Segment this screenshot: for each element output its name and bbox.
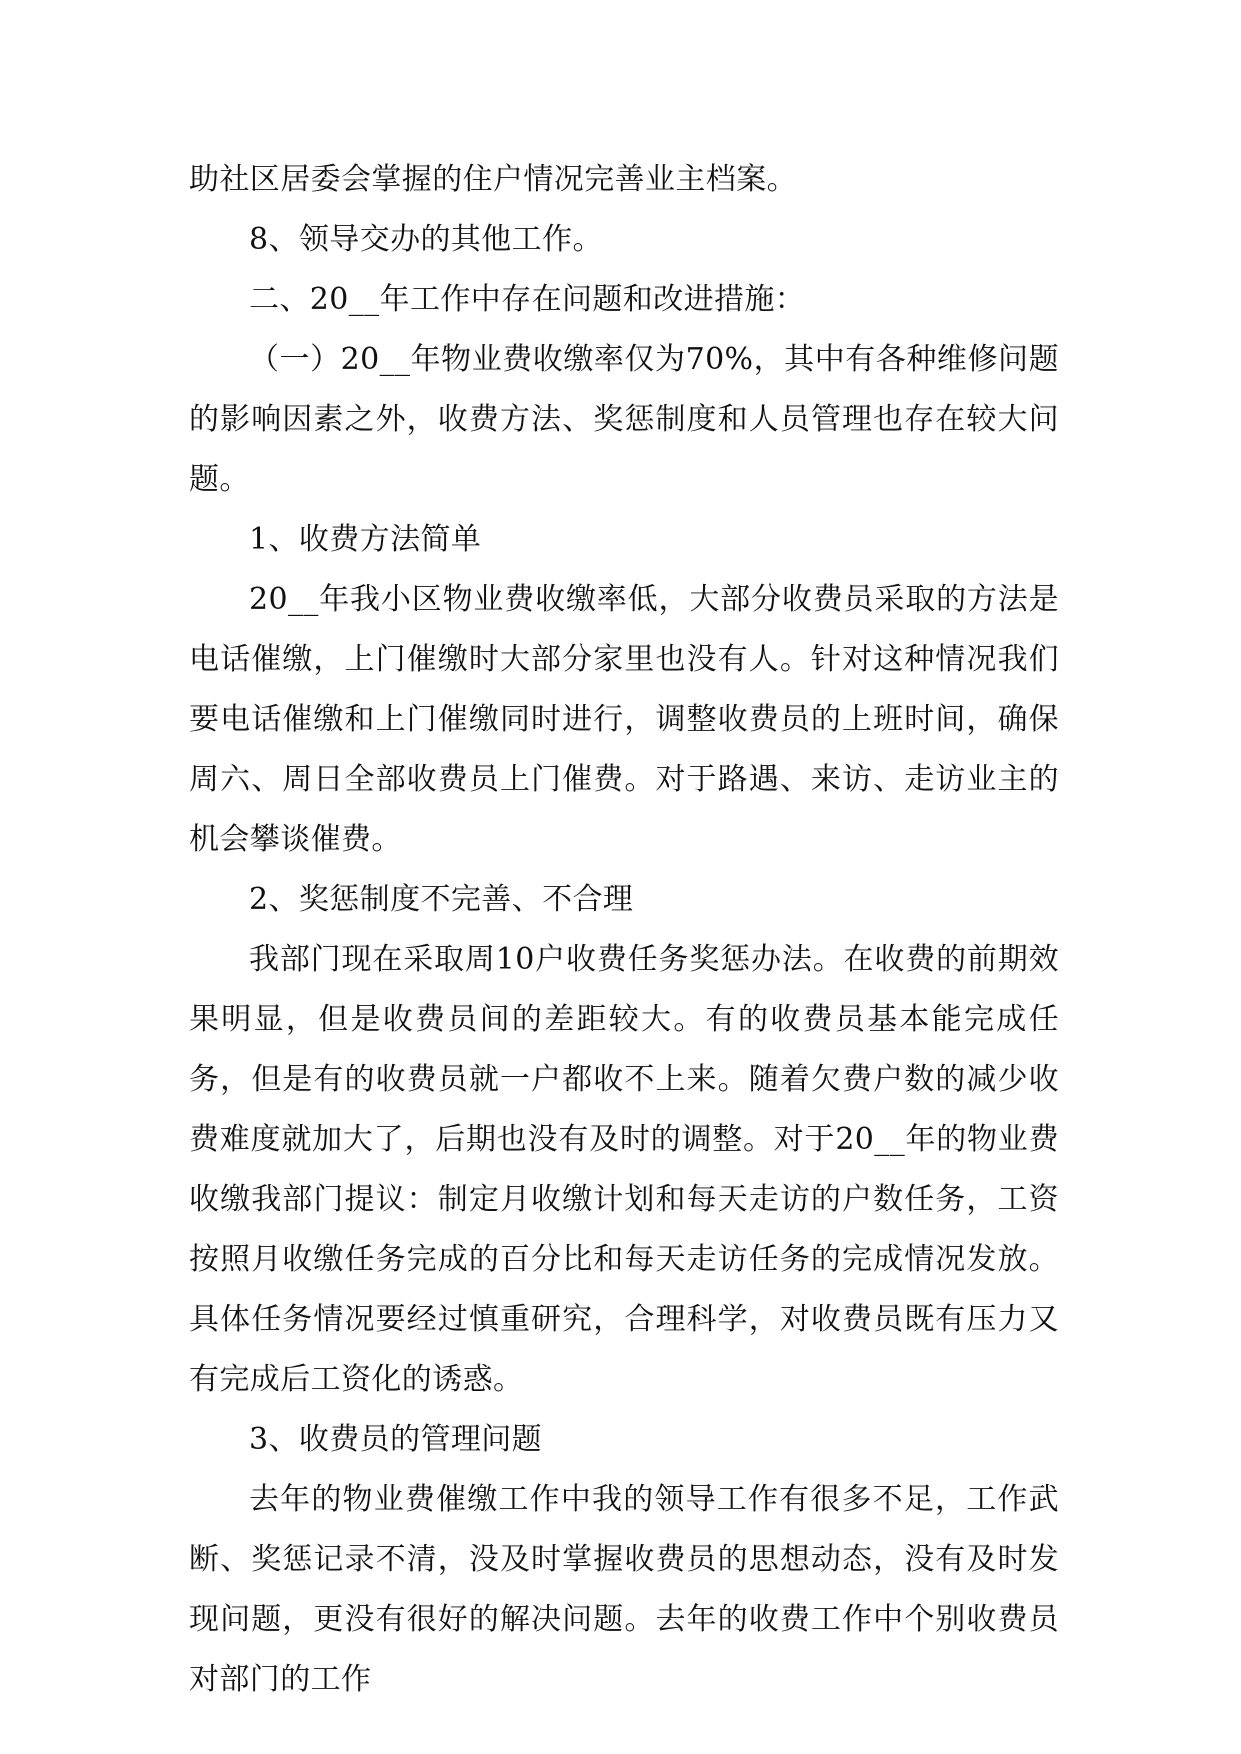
paragraph-collection-rate: （一）20__年物业费收缴率仅为70%，其中有各种维修问题的影响因素之外，收费方法、奖惩制度和人员管理也存在较大问题。: [189, 342, 1059, 497]
subheading-reward-system: 2、奖惩制度不完善、不合理: [249, 882, 634, 917]
paragraph-reward-system: 我部门现在采取周10户收费任务奖惩办法。在收费的前期效果明显，但是收费员间的差距较大。有的收费员基本能完成任务，但是有的收费员就一户都收不上来。随着欠费户数的减少收费难度就加大了，后期也没有及时的调整。对于20__年的物业费收缴我部门提议：制定月收缴计划和每天走访的户数任务，工资按照月收缴任务完成的百分比和每天走访任务的完成情况发放。具体任务情况要经过慎重研究，合理科学，对收费员既有压力又有完成后工资化的诱惑。: [189, 942, 1059, 1397]
section-heading-problems: 二、20__年工作中存在问题和改进措施：: [249, 282, 806, 317]
paragraph-archive-continuation: 助社区居委会掌握的住户情况完善业主档案。: [189, 162, 797, 197]
paragraph-staff-management: 去年的物业费催缴工作中我的领导工作有很多不足，工作武断、奖惩记录不清，没及时掌握收费员的思想动态，没有及时发现问题，更没有很好的解决问题。去年的收费工作中个别收费员对部门的工作: [189, 1482, 1059, 1697]
paragraph-method: 20__年我小区物业费收缴率低，大部分收费员采取的方法是电话催缴，上门催缴时大部分家里也没有人。针对这种情况我们要电话催缴和上门催缴同时进行，调整收费员的上班时间，确保周六、周日全部收费员上门催费。对于路遇、来访、走访业主的机会攀谈催费。: [189, 582, 1059, 857]
subheading-method: 1、收费方法简单: [249, 522, 482, 557]
paragraph-item-8: 8、领导交办的其他工作。: [249, 222, 603, 257]
subheading-staff-management: 3、收费员的管理问题: [249, 1422, 543, 1457]
document-body: [189, 150, 1059, 1710]
